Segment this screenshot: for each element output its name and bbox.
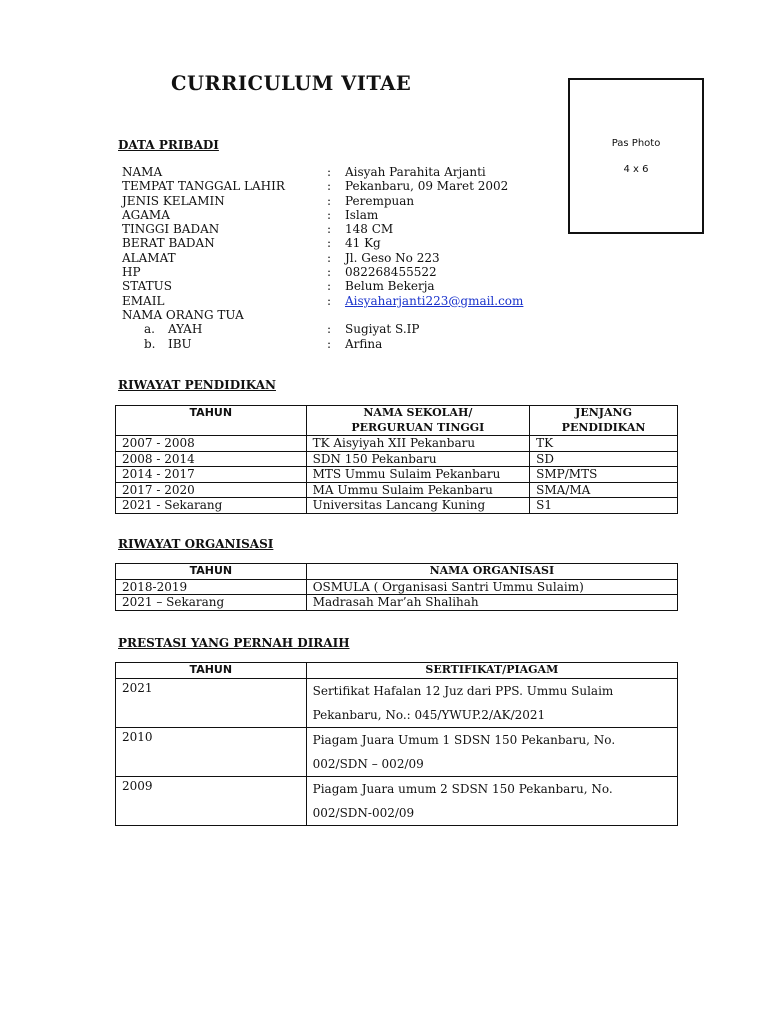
list-marker: a. bbox=[144, 322, 155, 337]
table-cell: 2009 bbox=[116, 776, 307, 825]
field-label: AGAMA bbox=[122, 207, 170, 222]
field-value: 082268455522 bbox=[345, 265, 437, 280]
table-cell: 2008 - 2014 bbox=[116, 451, 307, 467]
cell-line: 002/SDN-002/09 bbox=[312, 805, 415, 820]
table-row bbox=[116, 436, 678, 452]
column-header: TAHUN bbox=[116, 406, 307, 436]
table-cell: Madrasah Mar’ah Shalihah bbox=[306, 595, 677, 611]
field-value: 148 CM bbox=[345, 222, 394, 237]
cell-line: Piagam Juara Umum 1 SDSN 150 Pekanbaru, No. bbox=[312, 732, 616, 747]
table-row bbox=[116, 595, 678, 611]
section-heading-personal: DATA PRIBADI bbox=[118, 138, 219, 152]
field-value: Aisyah Parahita Arjanti bbox=[345, 165, 486, 179]
field-value: Sugiyat S.IP bbox=[345, 322, 420, 337]
separator: : bbox=[327, 222, 332, 237]
separator: : bbox=[327, 179, 332, 194]
achievements-table bbox=[115, 662, 678, 826]
table-cell: SD bbox=[530, 451, 678, 467]
table-row bbox=[116, 579, 678, 595]
separator: : bbox=[327, 293, 332, 308]
column-header: TAHUN bbox=[116, 663, 307, 679]
table-cell: TK Aisyiyah XII Pekanbaru bbox=[306, 436, 530, 452]
field-label: NAMA bbox=[122, 165, 163, 179]
photo-placeholder bbox=[568, 78, 704, 234]
field-label: HP bbox=[122, 265, 141, 280]
column-header: TAHUN bbox=[116, 564, 307, 580]
field-value: Jl. Geso No 223 bbox=[345, 250, 440, 265]
column-header: JENJANG PENDIDIKAN bbox=[530, 406, 678, 436]
photo-label: Pas Photo bbox=[611, 138, 661, 149]
field-label: IBU bbox=[168, 336, 192, 351]
field-label: JENIS KELAMIN bbox=[122, 193, 225, 208]
table-cell bbox=[306, 727, 677, 776]
table-cell: 2021 – Sekarang bbox=[116, 595, 307, 611]
photo-size: 4 x 6 bbox=[623, 164, 649, 175]
table-cell: 2007 - 2008 bbox=[116, 436, 307, 452]
field-value: Arfina bbox=[345, 336, 383, 351]
table-cell: OSMULA ( Organisasi Santri Ummu Sulaim) bbox=[306, 579, 677, 595]
table-cell: 2017 - 2020 bbox=[116, 482, 307, 498]
column-header: NAMA ORGANISASI bbox=[306, 564, 677, 580]
organization-table bbox=[115, 563, 678, 611]
table-cell bbox=[306, 776, 677, 825]
table-row bbox=[116, 727, 678, 776]
email-link[interactable]: Aisyaharjanti223@gmail.com bbox=[345, 293, 524, 308]
cell-line: Sertifikat Hafalan 12 Juz dari PPS. Ummu Sulaim bbox=[312, 683, 614, 698]
field-label: TINGGI BADAN bbox=[122, 222, 220, 237]
table-row bbox=[116, 776, 678, 825]
table-cell: MA Ummu Sulaim Pekanbaru bbox=[306, 482, 530, 498]
table-cell: SMP/MTS bbox=[530, 467, 678, 483]
table-cell: MTS Ummu Sulaim Pekanbaru bbox=[306, 467, 530, 483]
separator: : bbox=[327, 322, 332, 337]
section-heading-achievements: PRESTASI YANG PERNAH DIRAIH bbox=[118, 636, 350, 650]
cell-line: 002/SDN – 002/09 bbox=[312, 756, 424, 771]
table-header-row bbox=[116, 406, 678, 436]
separator: : bbox=[327, 207, 332, 222]
table-cell: S1 bbox=[530, 498, 678, 514]
table-cell: TK bbox=[530, 436, 678, 452]
table-cell: 2010 bbox=[116, 727, 307, 776]
field-label: TEMPAT TANGGAL LAHIR bbox=[122, 179, 285, 194]
table-cell: SMA/MA bbox=[530, 482, 678, 498]
table-cell: 2014 - 2017 bbox=[116, 467, 307, 483]
column-header: SERTIFIKAT/PIAGAM bbox=[306, 663, 677, 679]
table-cell: 2021 bbox=[116, 678, 307, 727]
cell-line: Piagam Juara umum 2 SDSN 150 Pekanbaru, No. bbox=[312, 781, 613, 796]
section-heading-organization: RIWAYAT ORGANISASI bbox=[118, 537, 274, 551]
table-cell bbox=[306, 678, 677, 727]
section-heading-education: RIWAYAT PENDIDIKAN bbox=[118, 378, 276, 392]
table-header-row bbox=[116, 564, 678, 580]
field-label: AYAH bbox=[168, 322, 203, 337]
separator: : bbox=[327, 279, 332, 294]
table-cell: SDN 150 Pekanbaru bbox=[306, 451, 530, 467]
field-label: BERAT BADAN bbox=[122, 236, 215, 251]
field-label: ALAMAT bbox=[122, 250, 176, 265]
table-cell: 2021 - Sekarang bbox=[116, 498, 307, 514]
column-header: NAMA SEKOLAH/ PERGURUAN TINGGI bbox=[306, 406, 530, 436]
cell-line: Pekanbaru, No.: 045/YWUP.2/AK/2021 bbox=[312, 707, 546, 722]
field-value: Pekanbaru, 09 Maret 2002 bbox=[345, 179, 509, 194]
field-label: STATUS bbox=[122, 279, 172, 294]
field-label: EMAIL bbox=[122, 293, 165, 308]
separator: : bbox=[327, 165, 332, 179]
field-value: 41 Kg bbox=[345, 236, 381, 251]
table-header-row bbox=[116, 663, 678, 679]
page-title: CURRICULUM VITAE bbox=[171, 72, 412, 95]
field-value: Perempuan bbox=[345, 193, 415, 208]
table-row bbox=[116, 498, 678, 514]
table-row bbox=[116, 482, 678, 498]
separator: : bbox=[327, 193, 332, 208]
separator: : bbox=[327, 265, 332, 280]
table-row bbox=[116, 678, 678, 727]
table-cell: 2018-2019 bbox=[116, 579, 307, 595]
table-cell: Universitas Lancang Kuning bbox=[306, 498, 530, 514]
separator: : bbox=[327, 236, 332, 251]
field-label: NAMA ORANG TUA bbox=[122, 307, 244, 322]
table-row bbox=[116, 451, 678, 467]
field-value: Belum Bekerja bbox=[345, 279, 435, 294]
field-value: Islam bbox=[345, 207, 379, 222]
table-row bbox=[116, 467, 678, 483]
education-table bbox=[115, 405, 678, 514]
list-marker: b. bbox=[144, 336, 156, 351]
separator: : bbox=[327, 250, 332, 265]
separator: : bbox=[327, 336, 332, 351]
